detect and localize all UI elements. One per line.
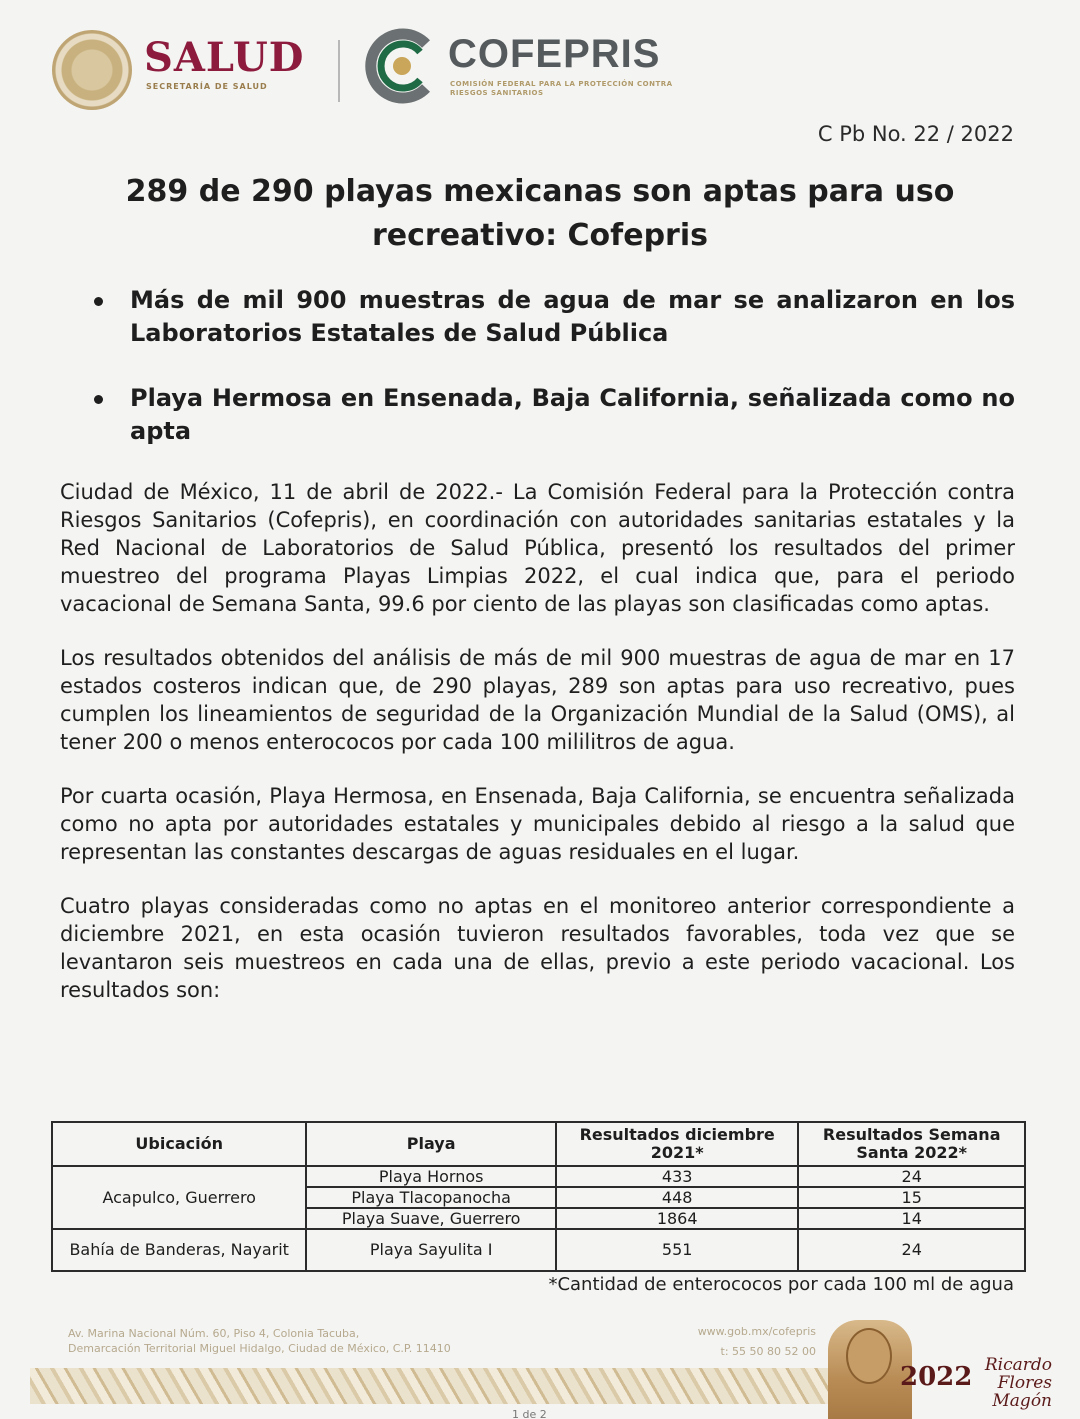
body-text bbox=[60, 478, 1015, 1030]
paragraph: Cuatro playas consideradas como no aptas en el monitoreo anterior correspondiente a diciembre 2021, en esta ocasión tuvieron resultados favorables, toda vez que se levantaron seis muestreos en cada una de ellas, previo a este periodo vacacional. Los resultados son: bbox=[60, 894, 1015, 1002]
footer-address bbox=[68, 1326, 451, 1356]
easter-value-cell: 24 bbox=[798, 1229, 1025, 1271]
logo-divider bbox=[338, 40, 340, 102]
decorative-pattern-band bbox=[30, 1368, 890, 1404]
list-item bbox=[90, 382, 1015, 448]
salud-logo: SALUD bbox=[144, 34, 305, 81]
location-cell: Acapulco, Guerrero bbox=[52, 1166, 306, 1229]
bullet-icon bbox=[94, 297, 103, 306]
beach-cell: Playa Sayulita I bbox=[306, 1229, 556, 1271]
table-footnote: *Cantidad de enterococos por cada 100 ml de agua bbox=[548, 1274, 1014, 1295]
beach-cell: Playa Tlacopanocha bbox=[306, 1187, 556, 1208]
col-header-beach: Playa bbox=[306, 1122, 556, 1166]
beach-cell: Playa Hornos bbox=[306, 1166, 556, 1187]
national-seal-icon bbox=[52, 30, 132, 110]
bullet-text: Más de mil 900 muestras de agua de mar se analizaron en los Laboratorios Estatales de Salud Pública bbox=[130, 286, 1015, 347]
col-header-dec-2021: Resultados diciembre 2021* bbox=[556, 1122, 799, 1166]
header bbox=[52, 22, 712, 112]
col-header-location: Ubicación bbox=[52, 1122, 306, 1166]
year-badge: 2022 bbox=[900, 1362, 973, 1392]
dec-value-cell: 1864 bbox=[556, 1208, 799, 1229]
beach-cell: Playa Suave, Guerrero bbox=[306, 1208, 556, 1229]
table-row bbox=[52, 1166, 1025, 1187]
page-title: 289 de 290 playas mexicanas son aptas para uso recreativo: Cofepris bbox=[125, 174, 955, 253]
address-line: Demarcación Territorial Miguel Hidalgo, Ciudad de México, C.P. 11410 bbox=[68, 1342, 451, 1355]
dec-value-cell: 448 bbox=[556, 1187, 799, 1208]
document-number: C Pb No. 22 / 2022 bbox=[817, 122, 1014, 146]
address-line: Av. Marina Nacional Núm. 60, Piso 4, Colonia Tacuba, bbox=[68, 1327, 360, 1340]
easter-value-cell: 24 bbox=[798, 1166, 1025, 1187]
list-item bbox=[90, 284, 1015, 350]
cofepris-subtitle: COMISIÓN FEDERAL PARA LA PROTECCIÓN CONTRA RIESGOS SANITARIOS bbox=[450, 80, 673, 97]
dec-value-cell: 433 bbox=[556, 1166, 799, 1187]
highlights-list bbox=[90, 284, 1015, 480]
easter-value-cell: 15 bbox=[798, 1187, 1025, 1208]
table-row bbox=[52, 1229, 1025, 1271]
dec-value-cell: 551 bbox=[556, 1229, 799, 1271]
table-header-row bbox=[52, 1122, 1025, 1166]
footer-contact bbox=[662, 1322, 816, 1362]
cofepris-logo: COFEPRIS bbox=[448, 32, 661, 76]
salud-subtitle: SECRETARÍA DE SALUD bbox=[146, 82, 268, 91]
results-table bbox=[51, 1121, 1026, 1272]
bullet-text: Playa Hermosa en Ensenada, Baja California, señalizada como no apta bbox=[130, 384, 1015, 445]
paragraph: Los resultados obtenidos del análisis de más de mil 900 muestras de agua de mar en 17 estados costeros indican que, de 290 playas, 289 son aptas para uso recreativo, pues cumplen los lineamientos de seguridad de la Organización Mundial de la Salud (OMS), al tener 200 o menos enterococos por cada 100 mililitros de agua. bbox=[60, 646, 1015, 754]
website-link[interactable]: www.gob.mx/cofepris bbox=[697, 1325, 816, 1338]
cofepris-logo-icon bbox=[364, 28, 438, 104]
col-header-easter-2022: Resultados Semana Santa 2022* bbox=[798, 1122, 1025, 1166]
portrait-face bbox=[846, 1328, 892, 1384]
bullet-icon bbox=[94, 395, 103, 404]
paragraph: Por cuarta ocasión, Playa Hermosa, en Ensenada, Baja California, se encuentra señalizada como no apta por autoridades estatales y municipales debido al riesgo a la salud que representan las constantes descargas de aguas residuales en el lugar. bbox=[60, 784, 1015, 864]
phone-number: t: 55 50 80 52 00 bbox=[720, 1345, 816, 1358]
year-dedication: Ricardo Flores Magón bbox=[984, 1355, 1052, 1411]
easter-value-cell: 14 bbox=[798, 1208, 1025, 1229]
page-number: 1 de 2 bbox=[512, 1408, 547, 1419]
paragraph: Ciudad de México, 11 de abril de 2022.- La Comisión Federal para la Protección contra Riesgos Sanitarios (Cofepris), en coordinación con autoridades sanitarias estatales y la Red Nacional de Laboratorios de Salud Pública, presentó los resultados del primer muestreo del programa Playas Limpias 2022, el cual indica que, para el periodo vacacional de Semana Santa, 99.6 por ciento de las playas son clasificadas como aptas. bbox=[60, 480, 1015, 616]
location-cell: Bahía de Banderas, Nayarit bbox=[52, 1229, 306, 1271]
